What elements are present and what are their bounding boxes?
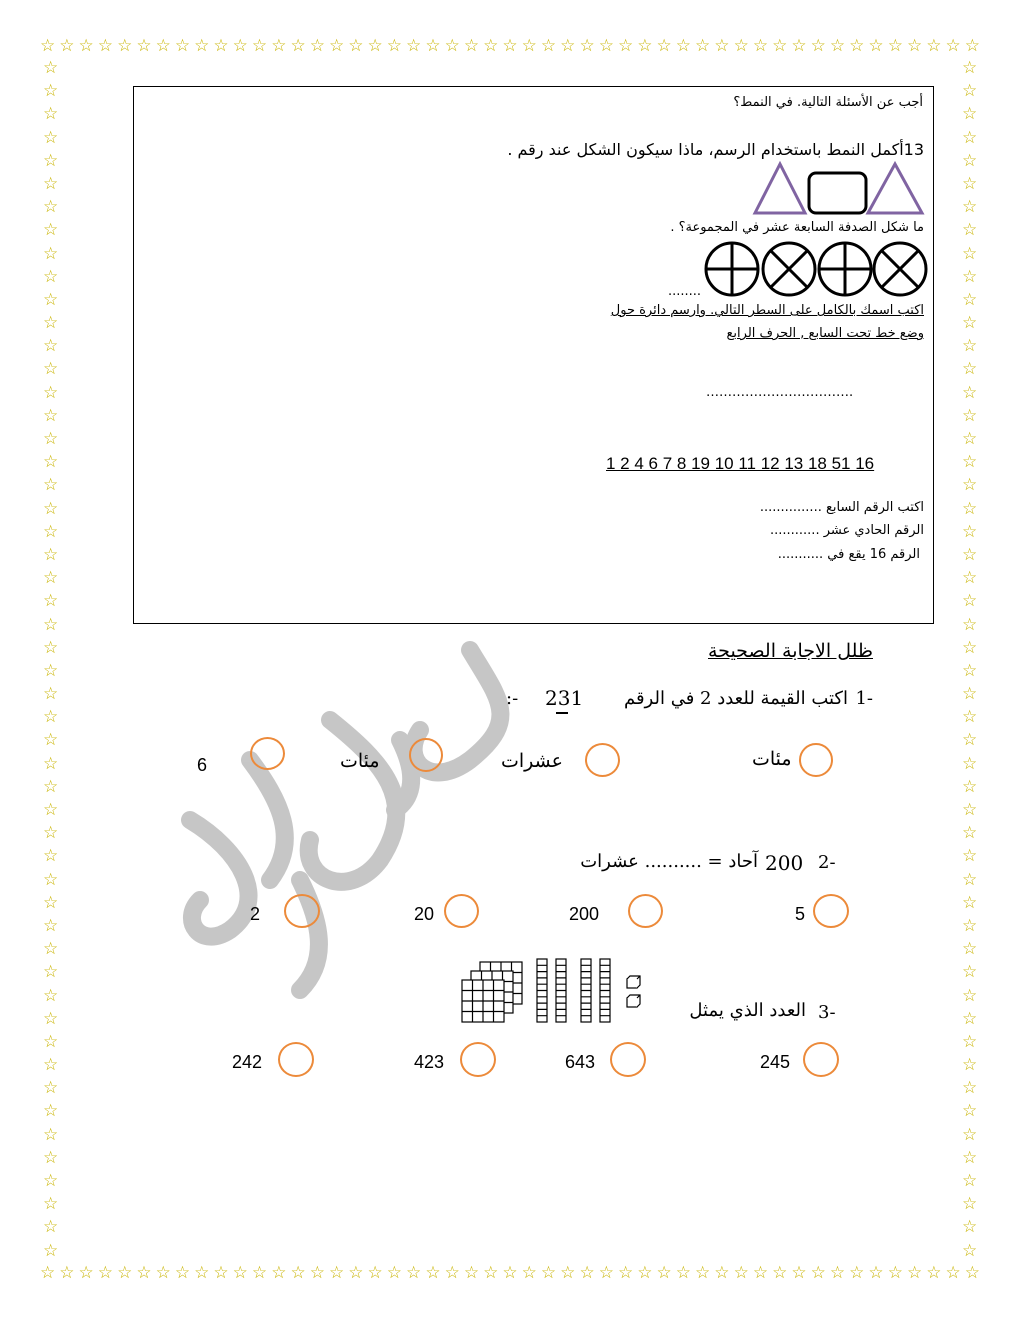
star-icon: ☆	[887, 36, 903, 56]
star-icon: ☆	[906, 36, 923, 56]
star-icon: ☆	[43, 243, 59, 264]
star-icon: ☆	[868, 1263, 884, 1283]
star-icon: ☆	[598, 1263, 614, 1283]
star-icon: ☆	[962, 150, 978, 171]
star-icon: ☆	[174, 36, 191, 56]
star-icon: ☆	[59, 1263, 75, 1283]
star-icon: ☆	[174, 1263, 191, 1283]
star-icon: ☆	[271, 36, 287, 56]
star-icon: ☆	[962, 336, 978, 357]
star-icon: ☆	[43, 150, 59, 171]
box-heading: أجب عن الأسئلة التالية. في النمط؟	[733, 95, 923, 110]
star-icon: ☆	[251, 1263, 268, 1283]
star-icon: ☆	[964, 36, 980, 56]
q3-option-3-label: 423	[414, 1052, 445, 1072]
star-icon: ☆	[962, 637, 978, 658]
star-icon: ☆	[328, 1263, 345, 1283]
star-icon: ☆	[791, 1263, 807, 1283]
hundreds-flat-front	[462, 980, 504, 1022]
pattern-shapes	[750, 158, 930, 218]
star-icon: ☆	[962, 475, 978, 496]
star-icon: ☆	[43, 1055, 59, 1076]
star-icon: ☆	[43, 939, 59, 960]
star-icon: ☆	[962, 939, 978, 960]
star-icon: ☆	[97, 1263, 114, 1283]
star-icon: ☆	[962, 429, 978, 449]
star-icon: ☆	[962, 173, 978, 194]
star-icon: ☆	[136, 1263, 152, 1283]
star-icon: ☆	[43, 127, 59, 148]
q1-option-4-circle[interactable]	[250, 737, 285, 770]
star-icon: ☆	[637, 36, 653, 56]
star-icon: ☆	[43, 1078, 59, 1099]
star-icon: ☆	[43, 498, 59, 519]
star-icon: ☆	[962, 614, 978, 635]
star-icon: ☆	[136, 36, 152, 56]
star-icon: ☆	[43, 869, 59, 890]
square-shape	[809, 173, 866, 213]
star-icon: ☆	[43, 730, 59, 751]
star-icon: ☆	[43, 707, 59, 728]
star-icon: ☆	[962, 1194, 978, 1215]
star-icon: ☆	[962, 776, 978, 797]
star-icon: ☆	[43, 521, 59, 542]
star-icon: ☆	[309, 36, 325, 56]
star-icon: ☆	[59, 36, 75, 56]
q3-option-4-label: 242	[232, 1052, 263, 1072]
star-icon: ☆	[962, 1078, 978, 1099]
question-seventh: اكتب الرقم السابع ...............	[759, 500, 924, 515]
star-icon: ☆	[962, 1031, 978, 1052]
star-icon: ☆	[926, 36, 942, 56]
star-icon: ☆	[43, 1194, 59, 1215]
star-icon: ☆	[43, 104, 59, 125]
tens-rods	[537, 959, 610, 1022]
q2-prefix: 2-	[818, 852, 836, 873]
q3-prefix: 3-	[818, 1002, 836, 1023]
star-icon: ☆	[962, 985, 978, 1006]
star-icon: ☆	[43, 637, 59, 658]
q2-option-3-circle[interactable]	[444, 894, 479, 928]
star-icon: ☆	[829, 36, 846, 56]
q2-number: 200	[765, 851, 804, 875]
star-icon: ☆	[714, 1263, 730, 1283]
q1-option-4-label: 6	[197, 755, 208, 775]
star-icon: ☆	[962, 660, 978, 681]
star-icon: ☆	[194, 36, 210, 56]
star-icon: ☆	[348, 1263, 364, 1283]
q3-option-2-circle[interactable]	[610, 1042, 646, 1077]
star-icon: ☆	[810, 36, 826, 56]
star-icon: ☆	[962, 197, 978, 218]
star-icon: ☆	[962, 382, 978, 403]
q2-option-1-label: 5	[795, 904, 806, 924]
question-eleventh: الرقم الحادي عشر ............	[769, 523, 924, 538]
star-icon: ☆	[40, 36, 56, 56]
circle-pattern	[702, 240, 932, 300]
star-icon: ☆	[962, 452, 978, 473]
star-icon: ☆	[43, 359, 59, 380]
star-icon: ☆	[97, 36, 114, 56]
star-icon: ☆	[43, 1031, 59, 1052]
q3-option-1-circle[interactable]	[803, 1042, 839, 1077]
star-icon: ☆	[598, 36, 614, 56]
q2-option-2-label: 200	[569, 904, 600, 924]
q1-digit-underline	[556, 712, 568, 714]
star-icon: ☆	[962, 104, 978, 125]
star-icon: ☆	[962, 869, 978, 890]
star-icon: ☆	[251, 36, 268, 56]
star-icon: ☆	[43, 1101, 59, 1122]
star-icon: ☆	[962, 915, 978, 936]
q2-text: آحاد = .......... عشرات	[580, 851, 758, 872]
star-icon: ☆	[43, 1240, 59, 1261]
star-icon: ☆	[714, 36, 730, 56]
star-icon: ☆	[962, 962, 978, 983]
star-icon: ☆	[425, 36, 441, 56]
star-icon: ☆	[78, 1263, 94, 1283]
star-icon: ☆	[962, 1217, 978, 1238]
star-icon: ☆	[43, 58, 59, 78]
star-icon: ☆	[962, 684, 978, 705]
star-icon: ☆	[328, 36, 345, 56]
star-icon: ☆	[40, 1263, 56, 1283]
q1-option-1-label: مئات	[752, 748, 792, 770]
question-13: 13أكمل النمط باستخدام الرسم، ماذا سيكون الشكل عند رقم .	[507, 140, 924, 159]
star-icon: ☆	[425, 1263, 441, 1283]
star-icon: ☆	[43, 1171, 59, 1191]
q2-option-2-circle[interactable]	[628, 894, 663, 928]
star-icon: ☆	[579, 36, 595, 56]
star-icon: ☆	[962, 243, 978, 264]
star-icon: ☆	[43, 915, 59, 936]
star-icon: ☆	[962, 1101, 978, 1122]
star-icon: ☆	[43, 313, 59, 334]
star-icon: ☆	[962, 127, 978, 148]
star-icon: ☆	[579, 1263, 595, 1283]
star-icon: ☆	[887, 1263, 903, 1283]
star-icon: ☆	[367, 36, 383, 56]
question-16: الرقم 16 يقع في ...........	[777, 547, 920, 562]
star-icon: ☆	[43, 776, 59, 797]
star-icon: ☆	[560, 1263, 576, 1283]
q1-number	[545, 686, 583, 710]
star-icon: ☆	[675, 1263, 692, 1283]
star-icon: ☆	[637, 1263, 653, 1283]
star-icon: ☆	[962, 521, 978, 542]
star-icon: ☆	[43, 544, 59, 565]
q2-option-1-circle[interactable]	[813, 894, 849, 928]
star-icon: ☆	[348, 36, 364, 56]
star-icon: ☆	[962, 753, 978, 774]
star-icon: ☆	[617, 1263, 634, 1283]
star-icon: ☆	[43, 173, 59, 194]
q3-text: العدد الذي يمثل	[689, 1000, 806, 1021]
q1-option-3-label: مئات	[340, 750, 380, 772]
star-icon: ☆	[483, 1263, 499, 1283]
star-icon: ☆	[617, 36, 634, 56]
star-icon: ☆	[695, 36, 711, 56]
star-icon: ☆	[962, 730, 978, 751]
star-icon: ☆	[962, 58, 978, 78]
q1-suffix: :-	[506, 688, 519, 709]
star-icon: ☆	[752, 1263, 769, 1283]
star-icon: ☆	[675, 36, 692, 56]
star-icon: ☆	[906, 1263, 923, 1283]
star-icon: ☆	[945, 36, 961, 56]
star-icon: ☆	[155, 1263, 171, 1283]
q1-option-2-label: عشرات	[501, 750, 563, 772]
star-icon: ☆	[926, 1263, 942, 1283]
star-icon: ☆	[290, 1263, 306, 1283]
question-name-line2: وضع خط تحت السابع , الحرف الرابع	[726, 326, 924, 341]
star-icon: ☆	[810, 1263, 826, 1283]
star-icon: ☆	[962, 568, 978, 589]
star-icon: ☆	[43, 1124, 59, 1145]
star-icon: ☆	[656, 36, 672, 56]
star-icon: ☆	[43, 1008, 59, 1029]
star-icon: ☆	[43, 614, 59, 635]
star-icon: ☆	[290, 36, 306, 56]
star-icon: ☆	[43, 753, 59, 774]
star-icon: ☆	[43, 197, 59, 218]
star-icon: ☆	[962, 1171, 978, 1191]
star-icon: ☆	[43, 568, 59, 589]
star-icon: ☆	[194, 1263, 210, 1283]
star-icon: ☆	[43, 289, 59, 310]
star-icon: ☆	[962, 220, 978, 241]
star-icon: ☆	[43, 1147, 59, 1168]
star-icon: ☆	[43, 452, 59, 473]
star-icon: ☆	[117, 1263, 133, 1283]
section-title: ظلل الاجابة الصحيحة	[708, 640, 873, 662]
star-icon: ☆	[962, 846, 978, 867]
star-icon: ☆	[962, 1124, 978, 1145]
star-icon: ☆	[962, 1008, 978, 1029]
q1-option-2-circle[interactable]	[585, 743, 620, 777]
star-icon: ☆	[367, 1263, 383, 1283]
star-icon: ☆	[540, 1263, 557, 1283]
question-name-line1: اكتب اسمك بالكامل على السطر التالي. وارسم دائرة حول	[610, 303, 924, 318]
star-icon: ☆	[43, 81, 59, 102]
q1-option-1-circle[interactable]	[799, 743, 833, 777]
q1-number-value: 231	[545, 686, 584, 710]
star-icon: ☆	[962, 266, 978, 287]
star-icon: ☆	[43, 892, 59, 913]
star-icon: ☆	[868, 36, 884, 56]
star-icon: ☆	[521, 36, 537, 56]
star-icon: ☆	[406, 36, 422, 56]
star-icon: ☆	[232, 1263, 248, 1283]
triangle-shape	[868, 164, 922, 213]
star-icon: ☆	[962, 289, 978, 310]
star-icon: ☆	[772, 1263, 788, 1283]
star-icon: ☆	[43, 382, 59, 403]
star-icon: ☆	[962, 405, 978, 426]
star-icon: ☆	[962, 81, 978, 102]
number-sequence: 1 2 4 6 7 8 19 10 11 12 13 18 51 16	[606, 454, 875, 473]
q1-option-3-circle[interactable]	[409, 738, 443, 772]
star-icon: ☆	[43, 800, 59, 820]
star-icon: ☆	[964, 1263, 980, 1283]
star-icon: ☆	[213, 1263, 229, 1283]
star-icon: ☆	[43, 962, 59, 983]
star-icon: ☆	[829, 1263, 846, 1283]
star-icon: ☆	[43, 220, 59, 241]
q3-option-4-circle[interactable]	[278, 1042, 314, 1077]
star-icon: ☆	[43, 429, 59, 449]
question-shell: ما شكل الصدفة السابعة عشر في المجموعة؟ .	[670, 220, 924, 235]
q3-option-2-label: 643	[565, 1052, 596, 1072]
star-icon: ☆	[962, 544, 978, 565]
star-icon: ☆	[43, 1217, 59, 1238]
star-icon: ☆	[560, 36, 576, 56]
star-icon: ☆	[962, 359, 978, 380]
star-icon: ☆	[463, 36, 480, 56]
star-icon: ☆	[962, 1055, 978, 1076]
star-icon: ☆	[962, 1240, 978, 1261]
q3-option-3-circle[interactable]	[460, 1042, 496, 1077]
star-icon: ☆	[43, 405, 59, 426]
star-icon: ☆	[406, 1263, 422, 1283]
star-icon: ☆	[386, 1263, 403, 1283]
star-icon: ☆	[962, 498, 978, 519]
star-icon: ☆	[43, 985, 59, 1006]
star-icon: ☆	[43, 475, 59, 496]
base-ten-blocks	[462, 957, 642, 1027]
star-icon: ☆	[772, 36, 788, 56]
star-icon: ☆	[962, 591, 978, 612]
star-icon: ☆	[386, 36, 403, 56]
q2-option-4-circle[interactable]	[284, 894, 320, 928]
q1-prefix: 1-	[855, 688, 873, 709]
star-icon: ☆	[733, 1263, 749, 1283]
star-icon: ☆	[945, 1263, 961, 1283]
star-icon: ☆	[849, 36, 865, 56]
star-icon: ☆	[43, 684, 59, 705]
star-icon: ☆	[213, 36, 229, 56]
star-icon: ☆	[962, 892, 978, 913]
star-icon: ☆	[656, 1263, 672, 1283]
star-icon: ☆	[463, 1263, 480, 1283]
star-icon: ☆	[155, 36, 171, 56]
star-icon: ☆	[43, 660, 59, 681]
star-icon: ☆	[962, 823, 978, 844]
q1-text: اكتب القيمة للعدد 2 في الرقم	[623, 688, 848, 709]
star-icon: ☆	[733, 36, 749, 56]
star-icon: ☆	[483, 36, 499, 56]
star-icon: ☆	[540, 36, 557, 56]
answer-line: …………………………….	[706, 385, 854, 400]
star-icon: ☆	[43, 266, 59, 287]
star-icon: ☆	[444, 36, 460, 56]
dots-short: ........	[668, 284, 702, 299]
star-icon: ☆	[962, 707, 978, 728]
star-icon: ☆	[78, 36, 94, 56]
unit-cubes	[627, 976, 640, 1007]
star-icon: ☆	[43, 823, 59, 844]
q2-option-4-label: 2	[250, 904, 261, 924]
star-icon: ☆	[849, 1263, 865, 1283]
q3-option-1-label: 245	[760, 1052, 791, 1072]
star-icon: ☆	[502, 1263, 518, 1283]
star-icon: ☆	[309, 1263, 325, 1283]
star-icon: ☆	[117, 36, 133, 56]
triangle-shape	[755, 164, 805, 213]
star-icon: ☆	[962, 1147, 978, 1168]
star-icon: ☆	[962, 800, 978, 820]
star-icon: ☆	[521, 1263, 537, 1283]
star-icon: ☆	[791, 36, 807, 56]
star-icon: ☆	[695, 1263, 711, 1283]
star-icon: ☆	[444, 1263, 460, 1283]
star-icon: ☆	[502, 36, 518, 56]
star-icon: ☆	[43, 846, 59, 867]
star-icon: ☆	[232, 36, 248, 56]
star-icon: ☆	[271, 1263, 287, 1283]
star-icon: ☆	[43, 336, 59, 357]
q2-option-3-label: 20	[414, 904, 435, 924]
star-icon: ☆	[43, 591, 59, 612]
star-icon: ☆	[962, 313, 978, 334]
star-icon: ☆	[752, 36, 769, 56]
